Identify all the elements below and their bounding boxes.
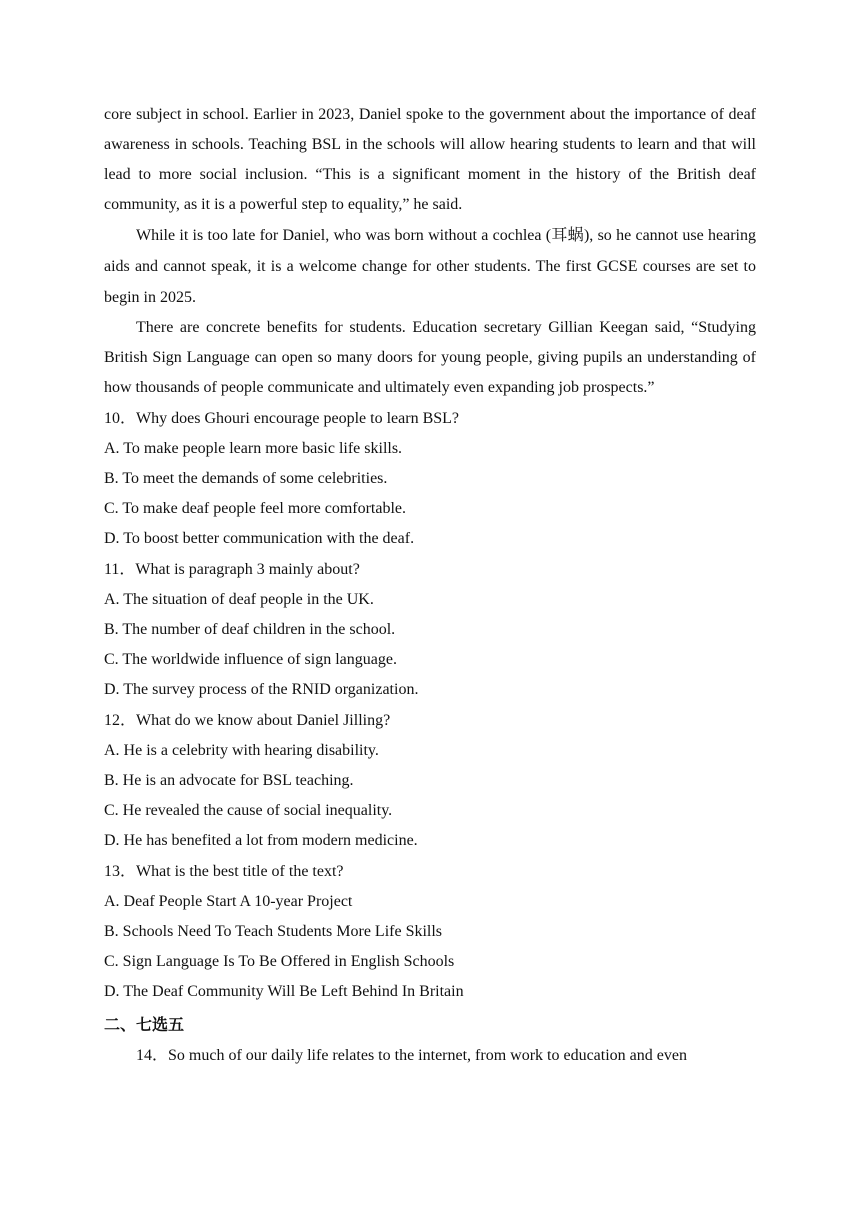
question-14-stem [104,1041,756,1071]
question-number: 10． [104,410,137,427]
question-stem [104,705,756,736]
question-text: Why does Ghouri encourage people to learn BSL? [136,410,460,427]
question-stem [104,403,756,434]
question-text: What is paragraph 3 mainly about? [135,561,360,578]
option-d: D. The survey process of the RNID organization. [104,681,419,698]
passage-paragraph-1: core subject in school. Earlier in 2023, Daniel spoke to the government about the importance of deaf awareness in schools. Teaching BSL in the schools will allow hearing students to learn and that will lead to more social inclusion. “This is a significant moment in the history of the British deaf community, as it is a powerful step to equality,” he said. [104,106,756,213]
option-c: C. Sign Language Is To Be Offered in English Schools [104,953,455,970]
document-page [104,100,756,1071]
option-a: A. To make people learn more basic life skills. [104,440,403,457]
question-text: So much of our daily life relates to the internet, from work to education and even [168,1047,687,1064]
option-b: B. To meet the demands of some celebrities. [104,470,388,487]
question-11 [104,554,756,705]
option-c: C. He revealed the cause of social inequality. [104,802,393,819]
question-10 [104,403,756,554]
section-heading: 二、七选五 [104,1015,185,1034]
question-13 [104,856,756,1007]
question-stem [104,856,756,887]
question-text: What is the best title of the text? [136,863,344,880]
option-b: B. The number of deaf children in the school. [104,621,396,638]
passage-paragraph-3: There are concrete benefits for students. Education secretary Gillian Keegan said, “Studying British Sign Language can open so many doors for young people, giving pupils an understanding of how thousands of people communicate and ultimately even expanding job prospects.” [104,319,756,396]
option-b: B. He is an advocate for BSL teaching. [104,772,354,789]
question-number: 12． [104,712,137,729]
option-d: D. The Deaf Community Will Be Left Behind In Britain [104,983,464,1000]
question-number: 14． [136,1047,169,1064]
option-d: D. He has benefited a lot from modern medicine. [104,832,418,849]
question-12 [104,705,756,856]
option-a: A. Deaf People Start A 10-year Project [104,893,353,910]
option-a: A. He is a celebrity with hearing disability. [104,742,379,759]
passage-paragraph-2: While it is too late for Daniel, who was born without a cochlea (耳蜗), so he cannot use hearing aids and cannot speak, it is a welcome change for other students. The first GCSE courses are set to begin in 2025. [104,227,756,306]
question-number: 13． [104,863,137,880]
option-b: B. Schools Need To Teach Students More Life Skills [104,923,443,940]
option-a: A. The situation of deaf people in the UK. [104,591,374,608]
question-stem [104,554,756,585]
option-d: D. To boost better communication with the deaf. [104,530,415,547]
question-number: 11． [104,561,136,578]
option-c: C. The worldwide influence of sign language. [104,651,397,668]
question-text: What do we know about Daniel Jilling? [136,712,391,729]
option-c: C. To make deaf people feel more comfortable. [104,500,407,517]
